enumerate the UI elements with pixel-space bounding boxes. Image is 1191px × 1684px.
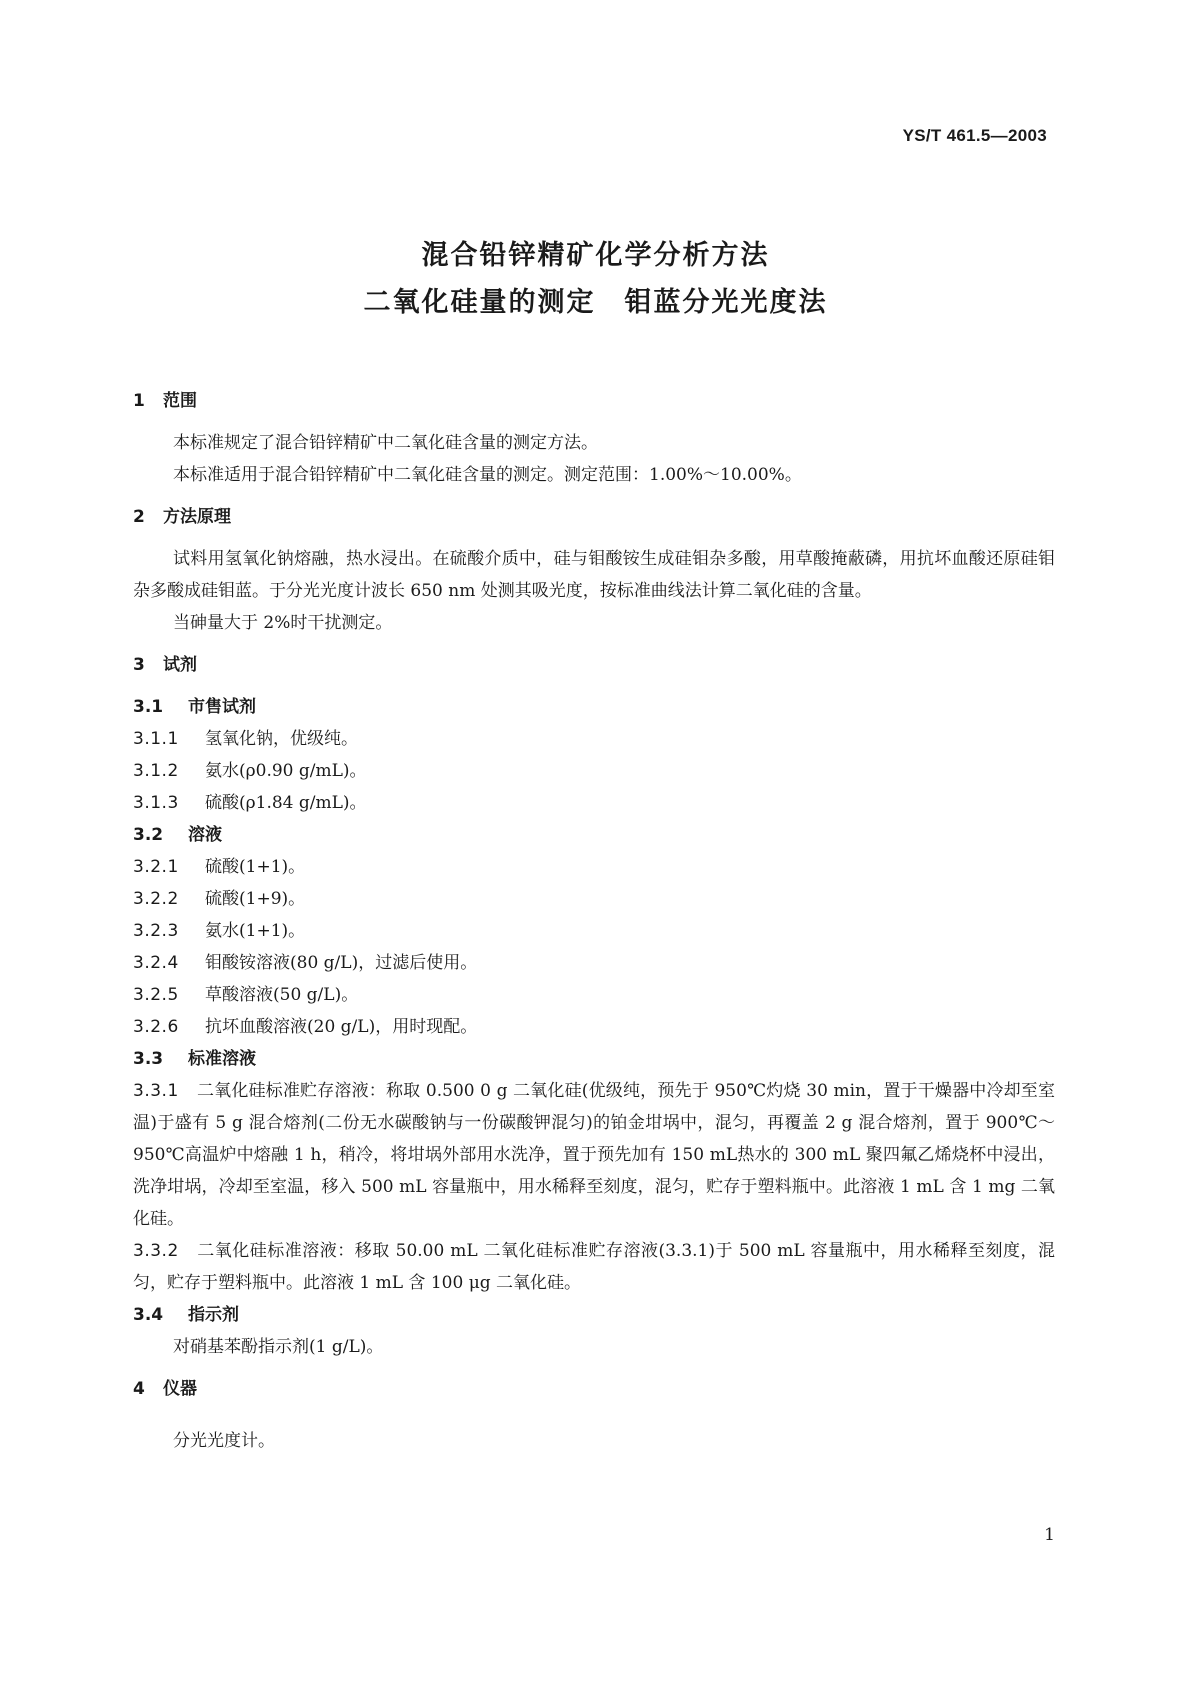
section-heading-4 — [133, 1373, 1055, 1405]
item-number: 3.2.5 — [133, 985, 179, 1005]
section-heading-1 — [133, 385, 1055, 417]
section-title: 仪器 — [163, 1379, 197, 1399]
item-text: 硫酸(ρ1.84 g/mL)。 — [205, 793, 367, 813]
paragraph: 本标准适用于混合铅锌精矿中二氧化硅含量的测定。测定范围：1.00%～10.00%。 — [173, 465, 802, 485]
subsection-number: 3.4 — [133, 1305, 164, 1325]
page-number: 1 — [1044, 1525, 1055, 1545]
item-number: 3.2.1 — [133, 857, 179, 877]
list-item — [133, 915, 1055, 947]
document-body — [133, 385, 1055, 1457]
section-number: 4 — [133, 1379, 145, 1399]
list-item — [133, 787, 1055, 819]
item-text: 草酸溶液(50 g/L)。 — [205, 985, 359, 1005]
paragraph: 分光光度计。 — [173, 1431, 275, 1451]
subsection-number: 3.1 — [133, 697, 164, 717]
list-item — [133, 1235, 1055, 1299]
document-title-line2: 二氧化硅量的测定 钼蓝分光光度法 — [363, 287, 828, 318]
subsection-title: 市售试剂 — [188, 697, 256, 717]
item-text: 硫酸(1+1)。 — [205, 857, 306, 877]
item-number: 3.1.1 — [133, 729, 179, 749]
item-text: 二氧化硅标准贮存溶液：称取 0.500 0 g 二氧化硅(优级纯，预先于 950℃灼烧 30 min，置于干燥器中冷却至室温)于盛有 5 g 混合熔剂(二份无水碳酸钠与一份碳酸钾混匀)的铂金坩埚中，混匀，再覆盖 2 g 混合熔剂，置于 900℃～950℃高温炉中熔融 1 h，稍冷，将坩埚外部用水洗净，置于预先加有 150 mL热水的 300 mL 聚四氟乙烯烧杯中浸出，洗净坩埚，冷却至室温，移入 500 mL 容量瓶中，用水稀释至刻度，混匀，贮存于塑料瓶中。此溶液 1 mL 含 1 mg 二氧化硅。 — [133, 1081, 1055, 1229]
item-number: 3.2.4 — [133, 953, 179, 973]
paragraph: 试料用氢氧化钠熔融，热水浸出。在硫酸介质中，硅与钼酸铵生成硅钼杂多酸，用草酸掩蔽磷，用抗坏血酸还原硅钼杂多酸成硅钼蓝。于分光光度计波长 650 nm 处测其吸光度，按标准曲线法计算二氧化硅的含量。 — [133, 549, 1055, 601]
item-text: 二氧化硅标准溶液：移取 50.00 mL 二氧化硅标准贮存溶液(3.3.1)于 500 mL 容量瓶中，用水稀释至刻度，混匀，贮存于塑料瓶中。此溶液 1 mL 含 100 μg 二氧化硅。 — [133, 1241, 1055, 1293]
list-item — [133, 947, 1055, 979]
list-item — [133, 979, 1055, 1011]
item-number: 3.1.2 — [133, 761, 179, 781]
subsection-heading-3-4 — [133, 1299, 1055, 1331]
item-text: 氢氧化钠，优级纯。 — [205, 729, 358, 749]
standard-number: YS/T 461.5—2003 — [902, 126, 1047, 145]
item-text: 抗坏血酸溶液(20 g/L)，用时现配。 — [205, 1017, 478, 1037]
section-number: 3 — [133, 655, 145, 675]
section-title: 试剂 — [163, 655, 197, 675]
item-number: 3.2.3 — [133, 921, 179, 941]
item-text: 氨水(1+1)。 — [205, 921, 306, 941]
item-number: 3.3.1 — [133, 1081, 179, 1101]
list-item — [133, 1011, 1055, 1043]
section-title: 方法原理 — [163, 507, 231, 527]
item-number: 3.1.3 — [133, 793, 179, 813]
section-number: 1 — [133, 391, 145, 411]
item-number: 3.2.6 — [133, 1017, 179, 1037]
list-item — [133, 723, 1055, 755]
item-text: 钼酸铵溶液(80 g/L)，过滤后使用。 — [205, 953, 478, 973]
section-number: 2 — [133, 507, 145, 527]
list-item — [133, 851, 1055, 883]
item-number: 3.2.2 — [133, 889, 179, 909]
subsection-title: 溶液 — [188, 825, 222, 845]
document-title-line1: 混合铅锌精矿化学分析方法 — [421, 240, 770, 271]
subsection-heading-3-3 — [133, 1043, 1055, 1075]
section-title: 范围 — [163, 391, 197, 411]
subsection-number: 3.3 — [133, 1049, 164, 1069]
paragraph: 本标准规定了混合铅锌精矿中二氧化硅含量的测定方法。 — [173, 433, 598, 453]
list-item — [133, 1075, 1055, 1235]
subsection-title: 标准溶液 — [188, 1049, 256, 1069]
subsection-heading-3-2 — [133, 819, 1055, 851]
list-item — [133, 883, 1055, 915]
paragraph: 对硝基苯酚指示剂(1 g/L)。 — [173, 1337, 384, 1357]
paragraph: 当砷量大于 2%时干扰测定。 — [173, 613, 393, 633]
subsection-title: 指示剂 — [188, 1305, 239, 1325]
section-heading-2 — [133, 501, 1055, 533]
item-number: 3.3.2 — [133, 1241, 179, 1261]
section-heading-3 — [133, 649, 1055, 681]
subsection-heading-3-1 — [133, 691, 1055, 723]
subsection-number: 3.2 — [133, 825, 164, 845]
item-text: 氨水(ρ0.90 g/mL)。 — [205, 761, 367, 781]
item-text: 硫酸(1+9)。 — [205, 889, 306, 909]
list-item — [133, 755, 1055, 787]
